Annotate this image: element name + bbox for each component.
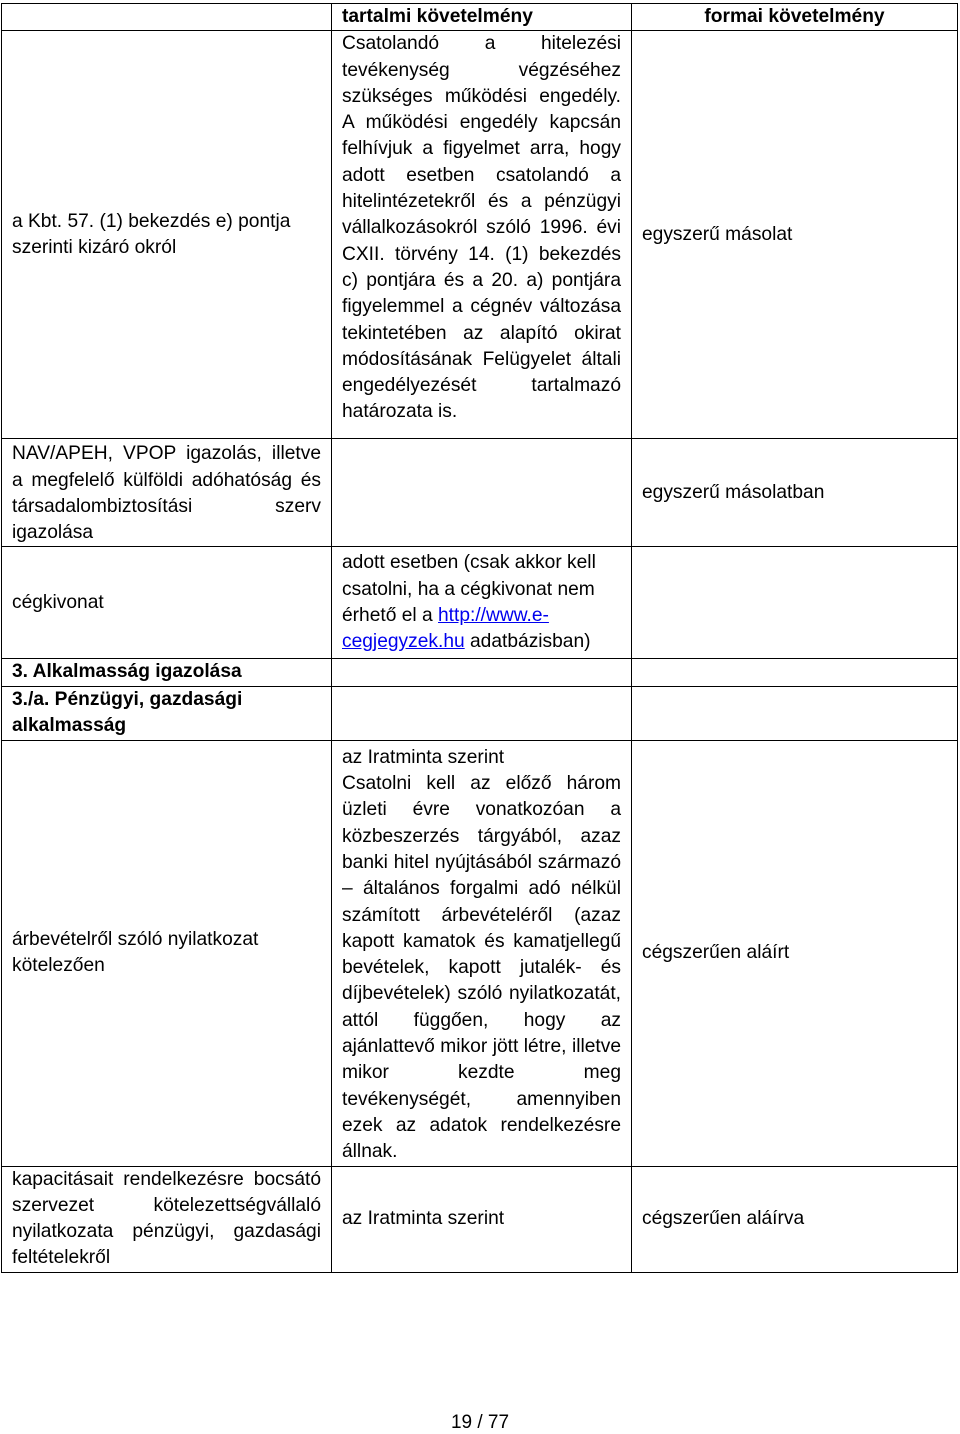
row1-document: a Kbt. 57. (1) bekezdés e) pontja szerinti kizáró okról (2, 31, 332, 439)
row4-content (332, 659, 632, 686)
row4-form (632, 659, 958, 686)
table-header-row (2, 4, 958, 31)
table-row (2, 439, 958, 547)
requirements-table (1, 3, 958, 1273)
table-row (2, 1166, 958, 1272)
row6-form: cégszerűen aláírt (632, 740, 958, 1166)
row3-content-after: adatbázisban) (464, 631, 591, 653)
row3-content (332, 547, 632, 659)
row6-content-body: Csatolni kell az előző három üzleti évre vonatkozóan a közbeszerzés tárgyából, azaz banki hitel nyújtásából származó – általános forgalmi adó nélkül számított árbevételéről (azaz kapott kamatok és kamatjellegű bevételek, kapott jutalék- és díjbevételek) szóló nyilatkozatát, attól függően, hogy az ajánlattevő mikor jött létre, illetve mikor kezdte meg tevékenységét, amennyiben ezek az adatok rendelkezésre állnak. (342, 773, 621, 1163)
row6-document: árbevételről szóló nyilatkozat kötelezően (2, 740, 332, 1166)
section-title-suitability: 3. Alkalmasság igazolása (2, 659, 332, 686)
table-row (2, 659, 958, 686)
row3-content-before: adott esetben (csak akkor kell csatolni, ha a cégkivonat nem érhető el a (342, 552, 596, 626)
row6-content (332, 740, 632, 1166)
table-row (2, 740, 958, 1166)
table-row (2, 686, 958, 740)
row1-content: Csatolandó a hitelezési tevékenység végzéséhez szükséges működési engedély. A működési engedély kapcsán felhívjuk a figyelmet arra, hogy adott esetben csatolandó a hitelintézetekről és a pénzügyi vállalkozásokról szóló 1996. évi CXII. törvény 14. (1) bekezdés c) pontjára és a 20. a) pontjára figyelemmel a cégnév változása tekintetében az alapító okirat módosításának Felügyelet általi engedélyezését tartalmazó határozata is. (332, 31, 632, 439)
page-number: 19 / 77 (450, 1412, 510, 1433)
header-formal-requirement: formai követelmény (632, 4, 958, 31)
row6-content-line1: az Iratminta szerint (342, 746, 505, 768)
header-content-requirement: tartalmi követelmény (332, 4, 632, 31)
row7-content: az Iratminta szerint (332, 1166, 632, 1272)
row2-form: egyszerű másolatban (632, 439, 958, 547)
header-col1 (2, 4, 332, 31)
e-cegjegyzek-link[interactable]: http://www.e-cegjegyzek.hu (342, 604, 549, 653)
row3-document: cégkivonat (2, 547, 332, 659)
table-row (2, 547, 958, 659)
row3-form (632, 547, 958, 659)
row2-content (332, 439, 632, 547)
row1-form: egyszerű másolat (632, 31, 958, 439)
table-row (2, 31, 958, 439)
row5-form (632, 686, 958, 740)
section-title-financial: 3./a. Pénzügyi, gazdasági alkalmasság (2, 686, 332, 740)
row7-form: cégszerűen aláírva (632, 1166, 958, 1272)
row7-document: kapacitásait rendelkezésre bocsátó szervezet kötelezettségvállaló nyilatkozata pénzügyi, gazdasági feltételekről (2, 1166, 332, 1272)
row5-content (332, 686, 632, 740)
row2-document: NAV/APEH, VPOP igazolás, illetve a megfelelő külföldi adóhatóság és társadalombiztosítási szerv igazolása (2, 439, 332, 547)
